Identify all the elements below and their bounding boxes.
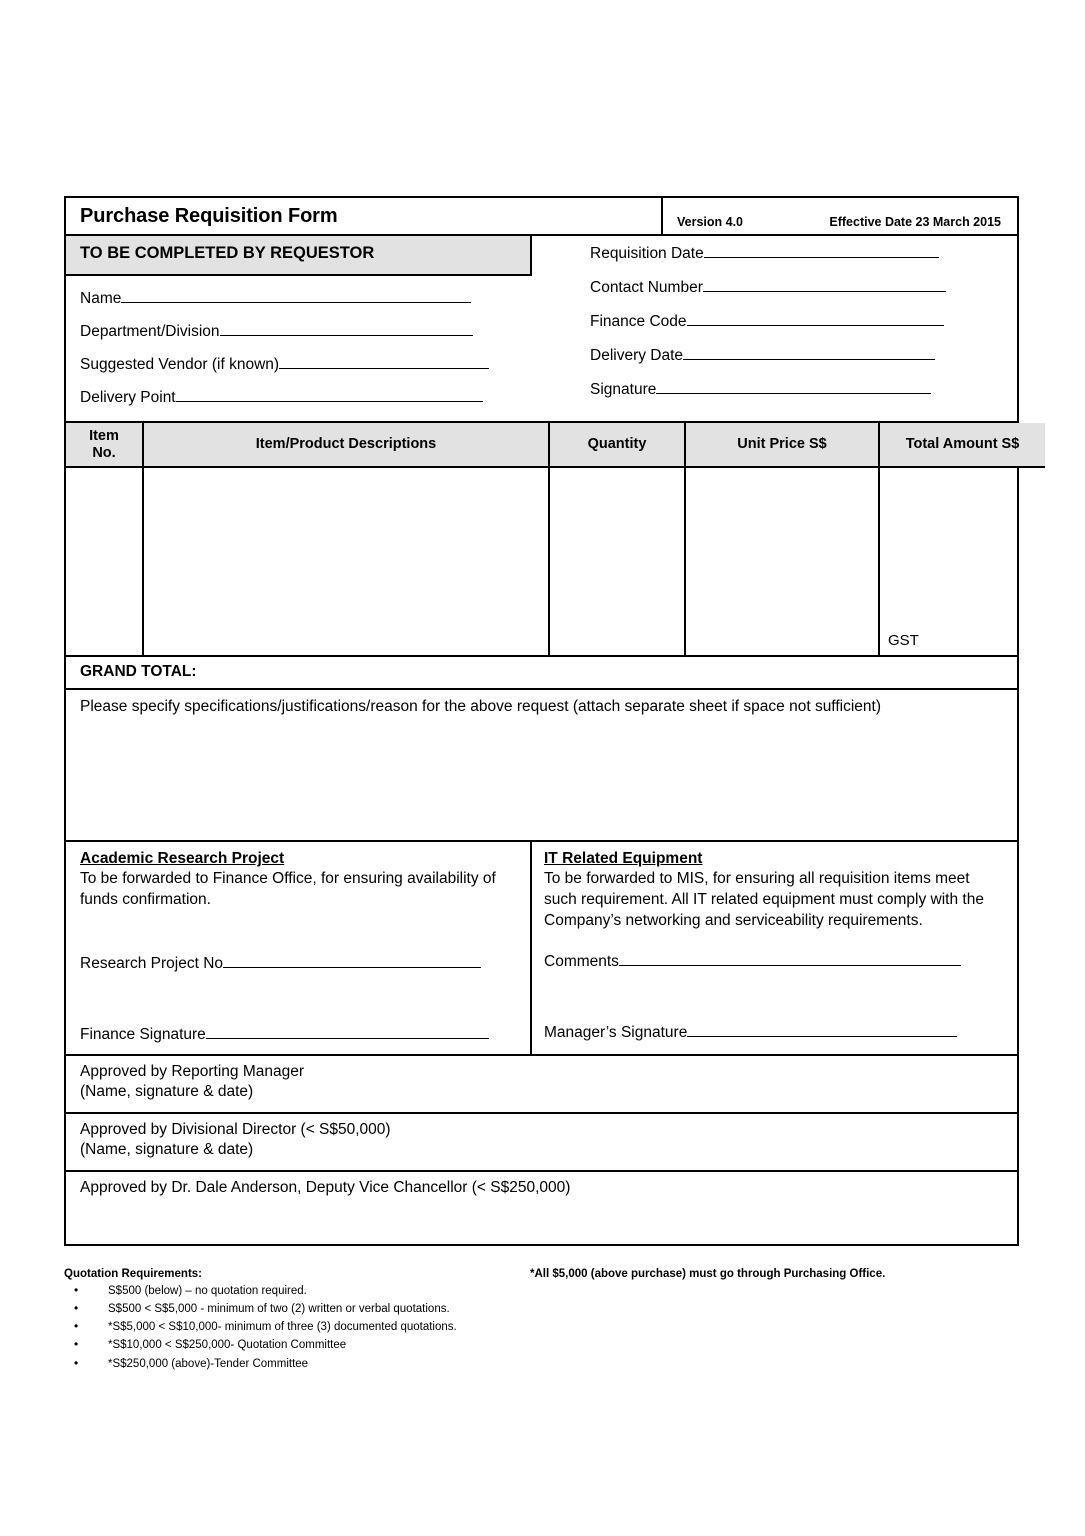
- items-table-header-row: [66, 423, 1045, 467]
- cell-gst-total[interactable]: GST: [879, 467, 1045, 655]
- field-input-rule[interactable]: [687, 1025, 957, 1038]
- field-input-rule[interactable]: [687, 313, 944, 326]
- spacer: [80, 988, 516, 1026]
- approval-line-1: Approved by Dr. Dale Anderson, Deputy Vice Chancellor (< S$250,000): [80, 1178, 571, 1196]
- column-header-description: Item/Product Descriptions: [143, 423, 549, 467]
- grand-total-row[interactable]: [66, 655, 1017, 690]
- field-input-rule[interactable]: [121, 290, 471, 303]
- spacer: [544, 986, 1003, 1024]
- academic-research-body: To be forwarded to Finance Office, for ensuring availability of funds confirmation.: [80, 870, 496, 908]
- approval-line-1: Approved by Reporting Manager: [80, 1062, 305, 1080]
- list-item: • S$500 < S$5,000 - minimum of two (2) written or verbal quotations.: [64, 1300, 1019, 1318]
- field-label: Signature: [590, 381, 657, 398]
- field-finance-signature[interactable]: [80, 1026, 516, 1044]
- field-input-rule[interactable]: [656, 381, 931, 394]
- list-item: • S$500 (below) – no quotation required.: [64, 1282, 1019, 1300]
- approval-row-reporting-manager[interactable]: [66, 1056, 1017, 1114]
- column-header-quantity: Quantity: [549, 423, 685, 467]
- quotation-requirements-heading: Quotation Requirements:: [64, 1268, 203, 1280]
- field-label: Requisition Date: [590, 245, 704, 262]
- requestor-left-column: [66, 236, 532, 421]
- requestor-right-fields: [532, 245, 1017, 399]
- field-input-rule[interactable]: [223, 955, 481, 968]
- field-requisition-date[interactable]: [590, 245, 1017, 263]
- spacer: [80, 911, 516, 955]
- list-item: • *S$10,000 < S$250,000- Quotation Committee: [64, 1336, 1019, 1354]
- routing-notes-section: [66, 842, 1017, 1055]
- quotation-requirements-list: [64, 1282, 1019, 1373]
- field-managers-signature[interactable]: [544, 1024, 1003, 1042]
- field-contact-number[interactable]: [590, 279, 1017, 297]
- approval-row-deputy-vice-chancellor[interactable]: [66, 1172, 1017, 1244]
- footer-notes: [64, 1268, 1019, 1373]
- spacer: [544, 931, 1003, 953]
- field-label: Delivery Point: [80, 389, 176, 406]
- field-research-project-no[interactable]: [80, 955, 516, 973]
- field-label: Department/Division: [80, 323, 220, 340]
- requestor-banner: TO BE COMPLETED BY REQUESTOR: [66, 236, 532, 276]
- list-item: • *S$5,000 < S$10,000- minimum of three (3) documented quotations.: [64, 1318, 1019, 1336]
- it-equipment-body: To be forwarded to MIS, for ensuring all requisition items meet such requirement. All IT related equipment must comply with the Company’s networking and serviceability requirements.: [544, 870, 984, 929]
- items-table: [66, 423, 1045, 655]
- it-equipment-heading: IT Related Equipment: [544, 850, 703, 868]
- cell-item-no[interactable]: [66, 467, 143, 655]
- academic-research-heading: Academic Research Project: [80, 850, 285, 868]
- table-row: [66, 467, 1045, 655]
- field-label: Delivery Date: [590, 347, 684, 364]
- field-finance-code[interactable]: [590, 313, 1017, 331]
- field-comments[interactable]: [544, 953, 1003, 971]
- field-label: Name: [80, 290, 122, 307]
- justification-prompt: Please specify specifications/justifications/reason for the above request (attach separate sheet if space not sufficient): [80, 698, 881, 716]
- cell-description[interactable]: [143, 467, 549, 655]
- field-label: Manager’s Signature: [544, 1024, 688, 1042]
- field-delivery-point[interactable]: [80, 389, 532, 407]
- field-input-rule[interactable]: [220, 323, 473, 336]
- field-name[interactable]: [80, 290, 532, 308]
- approval-line-2: (Name, signature & date): [80, 1082, 254, 1100]
- approval-line-1: Approved by Divisional Director (< S$50,000): [80, 1120, 391, 1138]
- justification-box[interactable]: [66, 690, 1017, 842]
- field-input-rule[interactable]: [703, 279, 946, 292]
- column-header-item-no-line2: No.: [92, 444, 116, 461]
- approval-row-divisional-director[interactable]: [66, 1114, 1017, 1172]
- purchasing-office-note: *All $5,000 (above purchase) must go through Purchasing Office.: [530, 1268, 886, 1280]
- column-header-item-no-line1: Item: [89, 428, 119, 444]
- field-label: Suggested Vendor (if known): [80, 356, 280, 373]
- form-frame: [64, 196, 1019, 1246]
- field-label: Finance Code: [590, 313, 687, 330]
- cell-unit-price[interactable]: [685, 467, 879, 655]
- field-suggested-vendor[interactable]: [80, 356, 532, 374]
- it-equipment-block: [532, 842, 1017, 1053]
- requestor-left-fields: [66, 276, 532, 421]
- field-delivery-date[interactable]: [590, 347, 1017, 365]
- field-label: Research Project No: [80, 954, 224, 972]
- version-label: Version 4.0: [677, 215, 744, 229]
- field-input-rule[interactable]: [176, 389, 483, 402]
- requestor-right-column: [532, 236, 1017, 421]
- field-signature[interactable]: [590, 381, 1017, 399]
- footer-top-row: [64, 1268, 1019, 1280]
- field-input-rule[interactable]: [279, 356, 489, 369]
- field-input-rule[interactable]: [683, 347, 935, 360]
- field-label: Comments: [544, 953, 619, 971]
- field-input-rule[interactable]: [704, 245, 939, 258]
- field-input-rule[interactable]: [619, 954, 961, 967]
- field-input-rule[interactable]: [206, 1026, 489, 1039]
- column-header-unit-price: Unit Price S$: [685, 423, 879, 467]
- column-header-item-no: [66, 423, 143, 467]
- column-header-total-amount: Total Amount S$: [879, 423, 1045, 467]
- list-item: • *S$250,000 (above)-Tender Committee: [64, 1355, 1019, 1373]
- version-cell: [661, 198, 1017, 234]
- cell-quantity[interactable]: [549, 467, 685, 655]
- grand-total-label: GRAND TOTAL:: [80, 663, 197, 681]
- field-department-division[interactable]: [80, 323, 532, 341]
- page-title: Purchase Requisition Form: [80, 205, 338, 227]
- effective-date-label: Effective Date 23 March 2015: [829, 215, 1001, 229]
- form-header: [66, 198, 1017, 236]
- academic-research-block: [66, 842, 532, 1053]
- requestor-section: [66, 236, 1017, 423]
- field-label: Finance Signature: [80, 1025, 206, 1043]
- field-label: Contact Number: [590, 279, 703, 296]
- approval-line-2: (Name, signature & date): [80, 1140, 254, 1158]
